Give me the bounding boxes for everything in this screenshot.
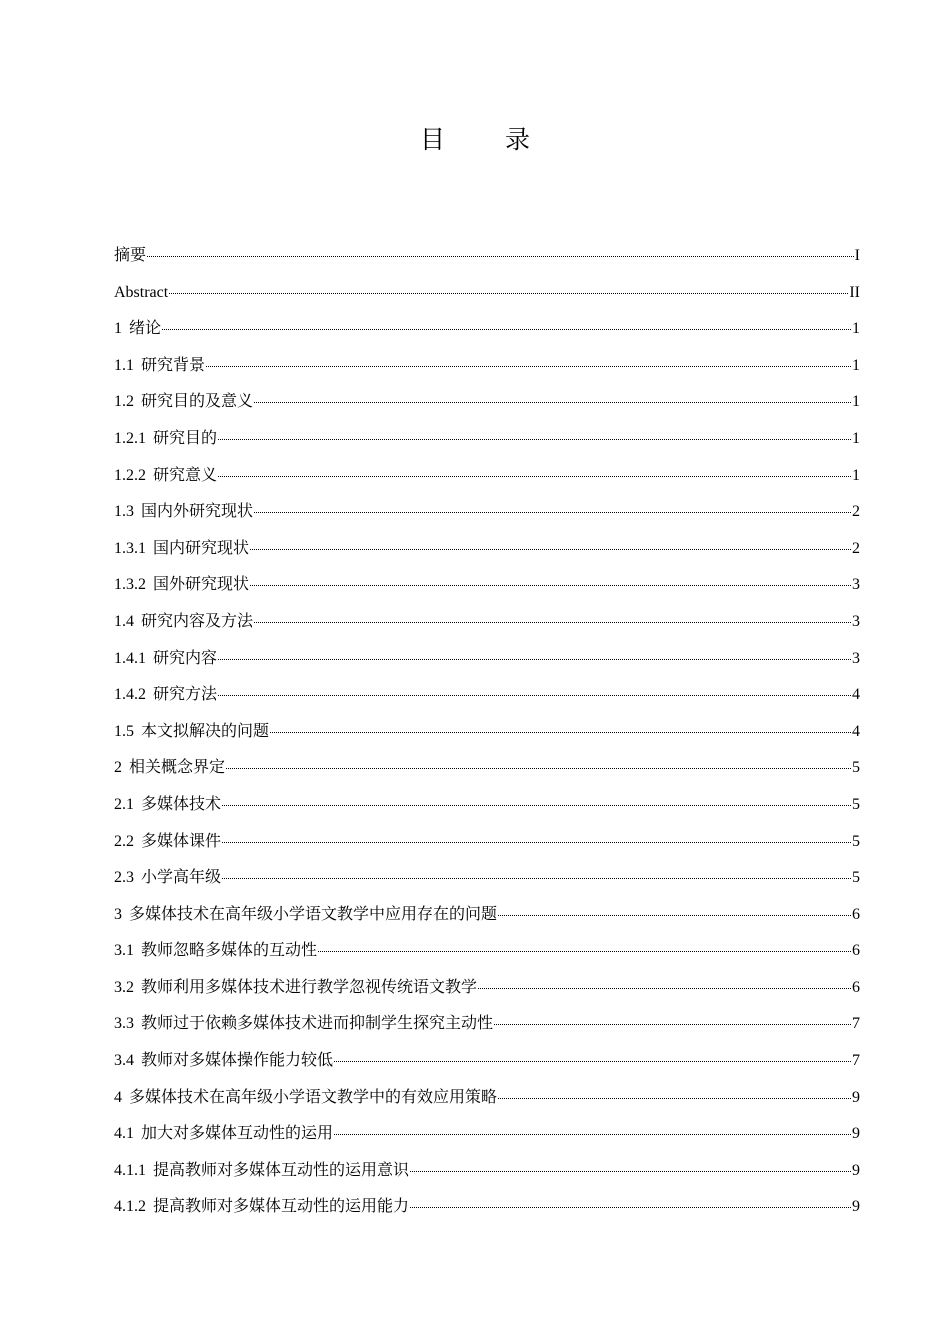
toc-entry[interactable] (114, 1116, 860, 1153)
toc-entry-label (114, 384, 253, 421)
toc-entry[interactable] (114, 1153, 860, 1190)
toc-entry-label (114, 750, 225, 787)
toc-entry[interactable] (114, 1043, 860, 1080)
toc-entry-page-number: 1 (852, 429, 860, 447)
toc-entry-number: 1.2 (114, 393, 134, 411)
toc-entry-text: 多媒体技术 (141, 795, 222, 813)
toc-entry[interactable] (114, 421, 860, 458)
toc-entry-page-number: 9 (852, 1198, 860, 1216)
toc-entry-number: 4.1.2 (114, 1198, 146, 1216)
toc-entry-text: 国内研究现状 (153, 539, 250, 557)
toc-entry-text: 研究内容 (153, 649, 218, 667)
toc-entry-text: 相关概念界定 (129, 759, 226, 777)
toc-entry-label (114, 238, 146, 275)
toc-dot-leader (270, 718, 851, 736)
toc-entry-number: 1 (114, 320, 122, 338)
toc-entry-page-number: 1 (852, 466, 860, 484)
toc-entry-text: 教师忽略多媒体的互动性 (141, 942, 318, 960)
toc-entry-label (114, 1043, 333, 1080)
toc-entry-label (114, 1189, 409, 1226)
toc-entry-text: 多媒体技术在高年级小学语文教学中的有效应用策略 (129, 1088, 498, 1106)
toc-entry-text: 研究内容及方法 (141, 612, 254, 630)
toc-entry-text: 多媒体课件 (141, 832, 222, 850)
toc-entry[interactable] (114, 494, 860, 531)
toc-entry-text: 研究目的 (153, 429, 218, 447)
toc-entry-text: 研究目的及意义 (141, 393, 254, 411)
toc-entry[interactable] (114, 641, 860, 678)
toc-entry-label (114, 494, 253, 531)
toc-entry-page-number: 1 (852, 356, 860, 374)
toc-entry-page-number: 3 (852, 612, 860, 630)
toc-entry-number: 2.1 (114, 795, 134, 813)
toc-dot-leader (222, 828, 851, 846)
toc-dot-leader (498, 901, 851, 919)
toc-entry-page-number: 9 (852, 1161, 860, 1179)
toc-entry-page-number: 4 (852, 686, 860, 704)
toc-entry[interactable] (114, 531, 860, 568)
toc-dot-leader (318, 937, 851, 955)
toc-dot-leader (162, 315, 851, 333)
toc-entry-number: 3 (114, 905, 122, 923)
toc-entry-label (114, 531, 249, 568)
toc-entry[interactable] (114, 860, 860, 897)
toc-dot-leader (218, 462, 851, 480)
toc-entry-page-number: 6 (852, 978, 860, 996)
toc-dot-leader (169, 279, 848, 297)
toc-entry[interactable] (114, 348, 860, 385)
toc-entry-label (114, 714, 269, 751)
toc-entry-text: 提高教师对多媒体互动性的运用意识 (153, 1161, 410, 1179)
toc-entry-page-number: 7 (852, 1052, 860, 1070)
toc-dot-leader (254, 388, 851, 406)
toc-entry-label (114, 604, 253, 641)
toc-entry-text: 教师过于依赖多媒体技术进而抑制学生探究主动性 (141, 1015, 494, 1033)
toc-entry-text: 国外研究现状 (153, 576, 250, 594)
toc-list (114, 238, 860, 1226)
toc-entry-label (114, 970, 477, 1007)
toc-entry[interactable] (114, 1006, 860, 1043)
toc-dot-leader (250, 571, 851, 589)
toc-entry-number: 1.3.2 (114, 576, 146, 594)
toc-dot-leader (206, 352, 851, 370)
toc-entry-number: 3.2 (114, 978, 134, 996)
toc-dot-leader (222, 864, 851, 882)
toc-entry-label (114, 897, 497, 934)
toc-entry-page-number: 7 (852, 1015, 860, 1033)
toc-entry-page-number: 3 (852, 576, 860, 594)
toc-title: 目 录 (420, 125, 556, 154)
toc-entry-page-number: 2 (852, 539, 860, 557)
toc-entry-label (114, 1006, 493, 1043)
toc-entry[interactable] (114, 458, 860, 495)
toc-entry-page-number: 3 (852, 649, 860, 667)
toc-entry-label (114, 824, 221, 861)
toc-entry[interactable] (114, 311, 860, 348)
toc-entry-label (114, 860, 221, 897)
toc-entry-number: 3.1 (114, 942, 134, 960)
toc-entry-text: 本文拟解决的问题 (141, 722, 270, 740)
toc-entry-text: 教师对多媒体操作能力较低 (141, 1052, 334, 1070)
toc-entry-label (114, 348, 205, 385)
toc-entry[interactable] (114, 275, 860, 312)
toc-entry-page-number: 6 (852, 942, 860, 960)
toc-entry-text: 小学高年级 (141, 869, 222, 887)
toc-dot-leader (478, 974, 851, 992)
toc-entry-text: 国内外研究现状 (141, 503, 254, 521)
toc-entry-page-number: 9 (852, 1125, 860, 1143)
toc-entry-label (114, 641, 217, 678)
toc-entry-number: 1.2.2 (114, 466, 146, 484)
toc-dot-leader (334, 1120, 851, 1138)
toc-entry-label (114, 1080, 497, 1117)
toc-entry-label (114, 311, 161, 348)
toc-entry[interactable] (114, 1189, 860, 1226)
toc-dot-leader (218, 425, 851, 443)
toc-entry-text: 摘要 (114, 247, 147, 264)
toc-entry-number: 2.3 (114, 869, 134, 887)
toc-entry-number: 4.1.1 (114, 1161, 146, 1179)
toc-dot-leader (334, 1047, 851, 1065)
toc-entry-number: 1.3.1 (114, 539, 146, 557)
toc-entry-page-number: 6 (852, 905, 860, 923)
toc-entry-number: 4 (114, 1088, 122, 1106)
toc-entry-page-number: 1 (852, 393, 860, 411)
toc-entry-page-number: 1 (852, 320, 860, 338)
toc-entry-text: 加大对多媒体互动性的运用 (141, 1125, 334, 1143)
toc-entry-text: 多媒体技术在高年级小学语文教学中应用存在的问题 (129, 905, 498, 923)
toc-entry-text: 提高教师对多媒体互动性的运用能力 (153, 1198, 410, 1216)
toc-dot-leader (250, 535, 851, 553)
toc-entry-label (114, 1116, 333, 1153)
toc-entry-number: 2 (114, 759, 122, 777)
toc-dot-leader (226, 754, 851, 772)
toc-entry-text: 绪论 (129, 320, 162, 338)
toc-entry[interactable] (114, 897, 860, 934)
toc-entry-number: 4.1 (114, 1125, 134, 1143)
toc-entry-number: 1.4.1 (114, 649, 146, 667)
toc-entry-page-number: 9 (852, 1088, 860, 1106)
toc-entry-text: Abstract (114, 283, 169, 301)
toc-entry[interactable] (114, 787, 860, 824)
toc-entry-number: 1.1 (114, 356, 134, 374)
toc-dot-leader (254, 498, 851, 516)
toc-entry[interactable] (114, 604, 860, 641)
toc-entry-label (114, 933, 317, 970)
toc-entry-text: 研究方法 (153, 686, 218, 704)
toc-entry-number: 2.2 (114, 832, 134, 850)
toc-entry-number: 1.3 (114, 503, 134, 521)
toc-dot-leader (498, 1084, 851, 1102)
toc-entry[interactable] (114, 238, 860, 275)
toc-dot-leader (494, 1010, 851, 1028)
toc-entry-number: 1.4 (114, 612, 134, 630)
toc-dot-leader (410, 1157, 851, 1175)
toc-entry-label (114, 421, 217, 458)
toc-entry[interactable] (114, 750, 860, 787)
toc-entry-page-number: 5 (852, 869, 860, 887)
toc-entry-text: 教师利用多媒体技术进行教学忽视传统语文教学 (141, 978, 478, 996)
toc-entry-label (114, 275, 168, 312)
toc-entry-page-number: II (849, 283, 860, 301)
toc-entry-page-number: 2 (852, 503, 860, 521)
toc-entry-label (114, 677, 217, 714)
toc-entry-page-number: 5 (852, 832, 860, 850)
toc-dot-leader (147, 242, 854, 260)
toc-entry-page-number: I (854, 247, 860, 264)
toc-entry-number: 1.2.1 (114, 429, 146, 447)
toc-entry-label (114, 1153, 409, 1190)
toc-dot-leader (254, 608, 851, 626)
toc-dot-leader (222, 791, 851, 809)
toc-entry-number: 1.5 (114, 722, 134, 740)
toc-entry-label (114, 787, 221, 824)
toc-entry-label (114, 458, 217, 495)
toc-entry[interactable] (114, 1080, 860, 1117)
toc-entry-label (114, 567, 249, 604)
toc-entry-number: 3.4 (114, 1052, 134, 1070)
toc-entry[interactable] (114, 970, 860, 1007)
toc-entry-page-number: 5 (852, 759, 860, 777)
toc-entry-text: 研究意义 (153, 466, 218, 484)
toc-dot-leader (218, 645, 851, 663)
toc-entry[interactable] (114, 677, 860, 714)
toc-entry[interactable] (114, 384, 860, 421)
toc-dot-leader (218, 681, 851, 699)
toc-entry-page-number: 4 (852, 722, 860, 740)
toc-entry-number: 3.3 (114, 1015, 134, 1033)
toc-entry-number: 1.4.2 (114, 686, 146, 704)
toc-entry[interactable] (114, 714, 860, 751)
toc-entry-text: 研究背景 (141, 356, 206, 374)
toc-dot-leader (410, 1193, 851, 1211)
toc-entry[interactable] (114, 933, 860, 970)
toc-entry[interactable] (114, 567, 860, 604)
toc-entry-page-number: 5 (852, 795, 860, 813)
toc-entry[interactable] (114, 824, 860, 861)
